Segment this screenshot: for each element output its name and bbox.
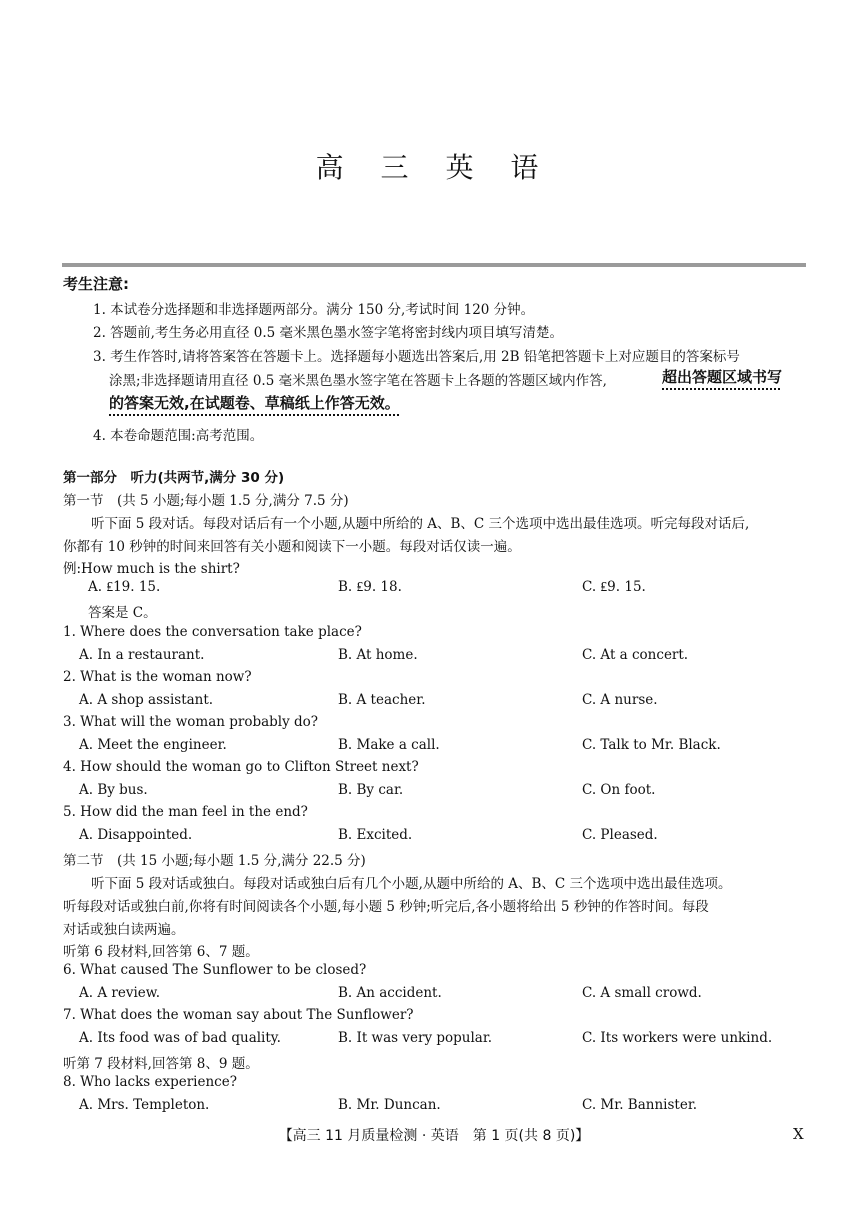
question-8: 8. Who lacks experience? [63, 1074, 237, 1090]
notice-item-4: 4. 本卷命题范围:高考范围。 [93, 428, 264, 444]
example-option-c: C. ₤9. 15. [582, 579, 646, 595]
example-question: 例:How much is the shirt? [63, 561, 240, 577]
notice-heading: 考生注意: [63, 275, 129, 293]
question-7: 7. What does the woman say about The Sunflower? [63, 1007, 414, 1023]
notice-item-3-emphasis-cont: 的答案无效,在试题卷、草稿纸上作答无效。 [109, 394, 400, 412]
page-title: 高 三 英 语 [315, 151, 553, 184]
q6-option-b: B. An accident. [338, 985, 442, 1001]
q4-option-a: A. By bus. [79, 782, 148, 798]
q2-option-b: B. A teacher. [338, 692, 426, 708]
divider-rule [62, 263, 806, 267]
q6-option-a: A. A review. [79, 985, 160, 1001]
q7-option-b: B. It was very popular. [338, 1030, 493, 1046]
q5-option-a: A. Disappointed. [79, 827, 193, 843]
material-6-note: 听第 6 段材料,回答第 6、7 题。 [63, 944, 259, 960]
section2-instruction: 听下面 5 段对话或独白。每段对话或独白后有几个小题,从题中所给的 A、B、C 三个选项中选出最佳选项。 [91, 876, 732, 892]
q2-option-c: C. A nurse. [582, 692, 658, 708]
q3-option-b: B. Make a call. [338, 737, 440, 753]
notice-item-3: 3. 考生作答时,请将答案答在答题卡上。选择题每小题选出答案后,用 2B 铅笔把答题卡上对应题目的答案标号 [93, 349, 740, 365]
section2-heading: 第二节 (共 15 小题;每小题 1.5 分,满分 22.5 分) [63, 853, 366, 869]
section1-instruction: 听下面 5 段对话。每段对话后有一个小题,从题中所给的 A、B、C 三个选项中选出最佳选项。听完每段对话后, [91, 516, 750, 532]
question-3: 3. What will the woman probably do? [63, 714, 319, 730]
example-option-b: B. ₤9. 18. [338, 579, 402, 595]
material-7-note: 听第 7 段材料,回答第 8、9 题。 [63, 1056, 259, 1072]
question-4: 4. How should the woman go to Clifton Street next? [63, 759, 419, 775]
q4-option-c: C. On foot. [582, 782, 656, 798]
q1-option-a: A. In a restaurant. [79, 647, 205, 663]
notice-item-1: 1. 本试卷分选择题和非选择题两部分。满分 150 分,考试时间 120 分钟。 [93, 302, 535, 318]
q4-option-b: B. By car. [338, 782, 404, 798]
notice-item-3-emphasis: 超出答题区域书写 [662, 368, 783, 386]
q7-option-a: A. Its food was of bad quality. [79, 1030, 281, 1046]
page-footer: 【高三 11 月质量检测 · 英语 第 1 页(共 8 页)】 [278, 1128, 590, 1144]
q8-option-b: B. Mr. Duncan. [338, 1097, 441, 1113]
question-1: 1. Where does the conversation take place? [63, 624, 362, 640]
question-6: 6. What caused The Sunflower to be closed? [63, 962, 367, 978]
q8-option-c: C. Mr. Bannister. [582, 1097, 698, 1113]
q1-option-b: B. At home. [338, 647, 418, 663]
part1-heading: 第一部分 听力(共两节,满分 30 分) [63, 470, 285, 486]
q2-option-a: A. A shop assistant. [79, 692, 214, 708]
q8-option-a: A. Mrs. Templeton. [79, 1097, 210, 1113]
section2-instruction-end: 对话或独白读两遍。 [63, 922, 185, 938]
section2-instruction-cont: 听每段对话或独白前,你将有时间阅读各个小题,每小题 5 秒钟;听完后,各小题将给出 5 秒钟的作答时间。每段 [63, 899, 709, 915]
example-answer: 答案是 C。 [88, 605, 157, 621]
section1-instruction-cont: 你都有 10 秒钟的时间来回答有关小题和阅读下一小题。每段对话仅读一遍。 [63, 539, 521, 555]
q6-option-c: C. A small crowd. [582, 985, 702, 1001]
question-2: 2. What is the woman now? [63, 669, 252, 685]
q7-option-c: C. Its workers were unkind. [582, 1030, 773, 1046]
q3-option-c: C. Talk to Mr. Black. [582, 737, 721, 753]
q3-option-a: A. Meet the engineer. [79, 737, 227, 753]
section1-heading: 第一节 (共 5 小题;每小题 1.5 分,满分 7.5 分) [63, 493, 349, 509]
notice-item-2: 2. 答题前,考生务必用直径 0.5 毫米黑色墨水签字笔将密封线内项目填写清楚。 [93, 325, 564, 341]
example-option-a: A. ₤19. 15. [88, 579, 161, 595]
notice-item-3-cont: 涂黑;非选择题请用直径 0.5 毫米黑色墨水签字笔在答题卡上各题的答题区域内作答, [109, 373, 607, 389]
q5-option-c: C. Pleased. [582, 827, 658, 843]
question-5: 5. How did the man feel in the end? [63, 804, 308, 820]
footer-code: X [793, 1125, 804, 1143]
q5-option-b: B. Excited. [338, 827, 413, 843]
q1-option-c: C. At a concert. [582, 647, 689, 663]
